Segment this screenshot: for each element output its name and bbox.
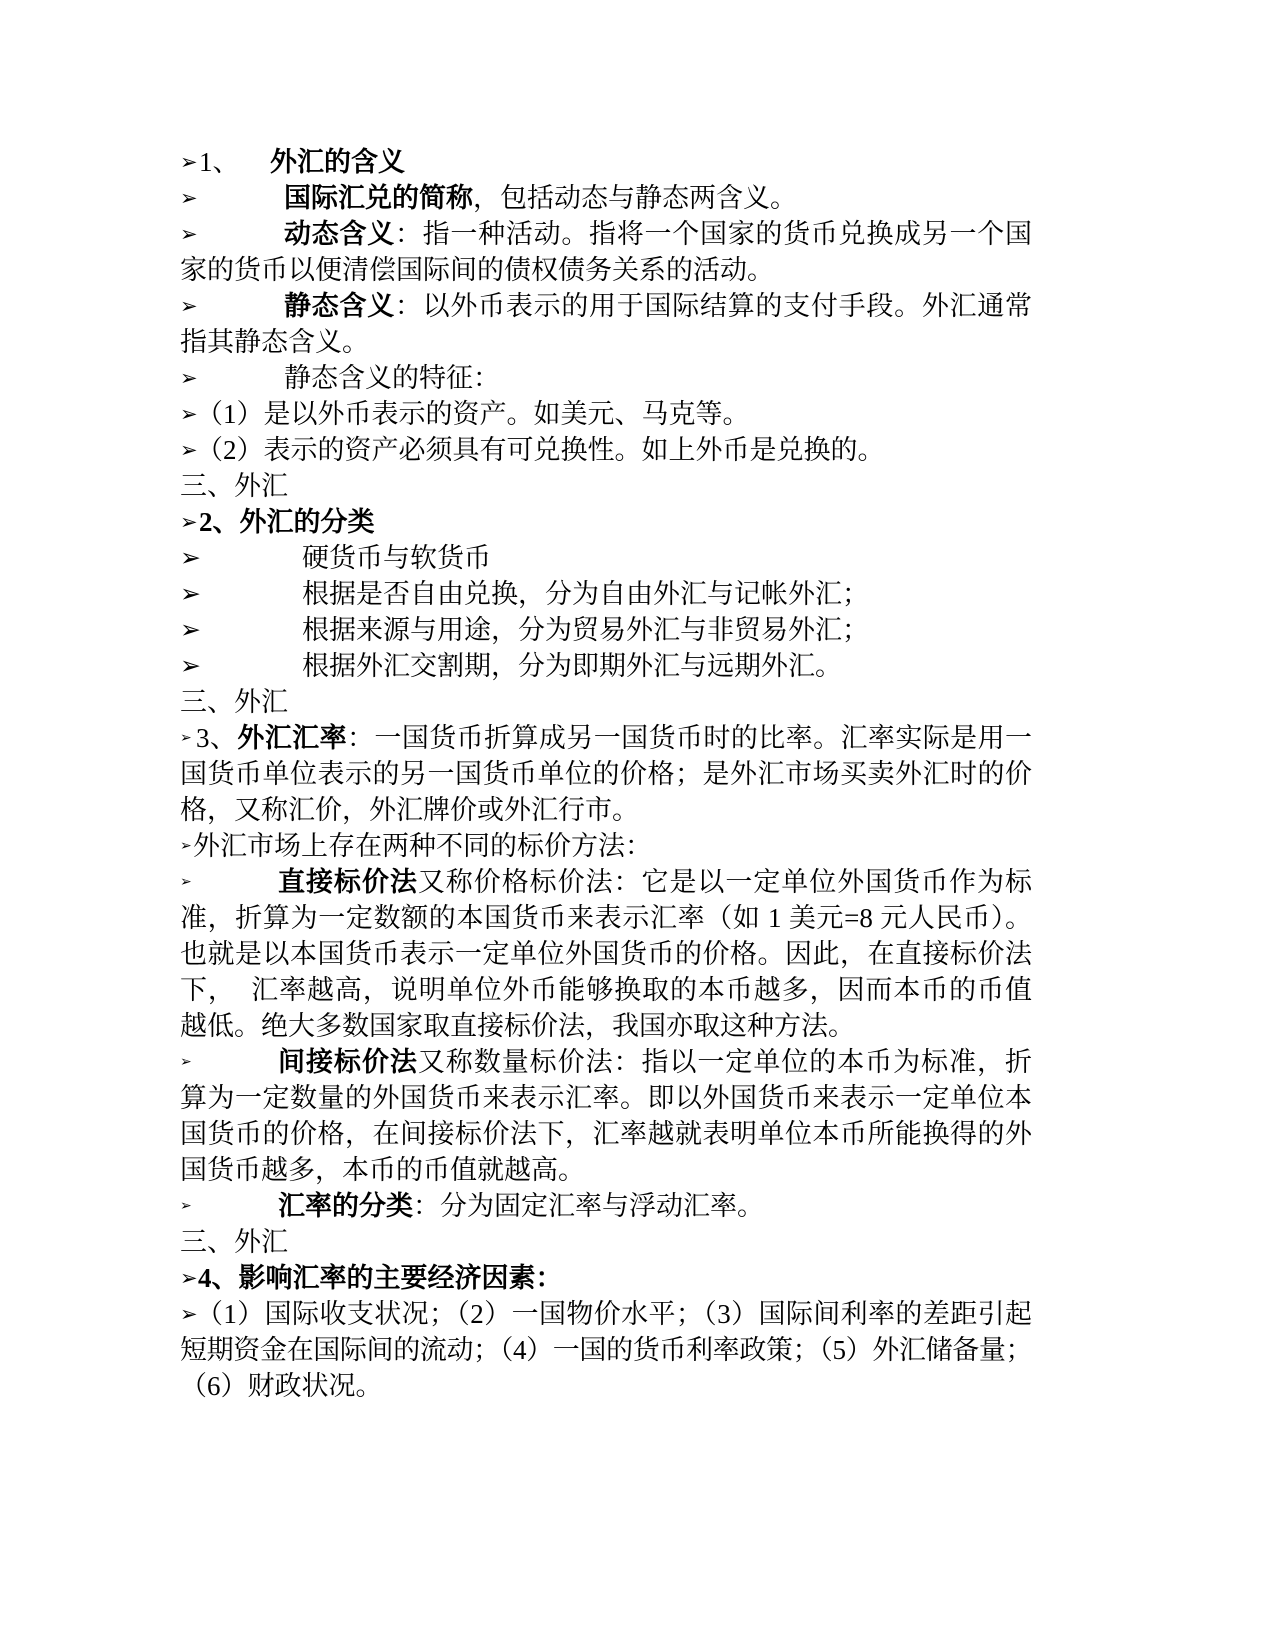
term: 动态含义 <box>284 219 395 249</box>
arrowhead-bullet-icon <box>180 1296 198 1332</box>
definition-text: 又称价格标价法：它是以一定单位外国货币作为标 <box>417 867 1033 897</box>
indirect-quotation-item <box>180 1044 1032 1080</box>
term: 间接标价法 <box>278 1047 418 1077</box>
feature-item <box>180 396 1032 432</box>
paragraph-continuation: 准，折算为一定数额的本国货币来表示汇率（如 1 美元=8 元人民币）。 <box>180 903 1032 933</box>
dynamic-meaning-item <box>180 216 1032 252</box>
arrowhead-bullet-icon <box>180 540 201 576</box>
arrowhead-bullet-icon <box>180 576 201 612</box>
section-4-heading <box>180 1260 1032 1296</box>
item-text: 根据是否自由兑换，分为自由外汇与记帐外汇； <box>302 579 869 609</box>
paragraph-continuation: 越低。绝大多数国家取直接标价法，我国亦取这种方法。 <box>180 1011 855 1041</box>
arrowhead-bullet-icon <box>180 180 198 216</box>
section-number: 1、 <box>199 147 240 177</box>
features-label-item <box>180 360 1032 396</box>
definition-text: ：分为固定汇率与浮动汇率。 <box>413 1191 764 1221</box>
section-title: 影响汇率的主要经济因素： <box>238 1263 563 1293</box>
chapter-label: 三、外汇 <box>180 687 288 717</box>
arrowhead-bullet-icon <box>180 288 198 324</box>
paragraph-continuation: 也就是以本国货币表示一定单位外国货币的价格。因此，在直接标价法 <box>180 939 1032 969</box>
paragraph-continuation: 算为一定数量的外国货币来表示汇率。即以外国货币来表示一定单位本 <box>180 1083 1032 1113</box>
feature-item <box>180 432 1032 468</box>
rate-classification-item <box>180 1188 1032 1224</box>
section-number: 2、 <box>199 507 240 537</box>
arrowhead-bullet-icon <box>180 864 192 900</box>
factors-item <box>180 1296 1032 1332</box>
paragraph-continuation: 家的货币以便清偿国际间的债权债务关系的活动。 <box>180 255 774 285</box>
arrowhead-bullet-icon <box>180 432 198 468</box>
arrowhead-bullet-icon <box>180 828 192 864</box>
definition-text: 又称数量标价法：指以一定单位的本币为标准，折 <box>417 1047 1033 1077</box>
feature-text: （1）是以外币表示的资产。如美元、马克等。 <box>196 399 750 429</box>
arrowhead-bullet-icon <box>180 360 198 396</box>
definition-text: ：以外币表示的用于国际结算的支付手段。外汇通常 <box>394 291 1033 321</box>
term: 静态含义 <box>284 291 395 321</box>
arrowhead-bullet-icon <box>180 648 201 684</box>
section-title: 外汇的分类 <box>239 507 375 537</box>
chapter-label: 三、外汇 <box>180 471 288 501</box>
definition-text: ：一国货币折算成另一国货币时的比率。汇率实际是用一 <box>347 723 1033 753</box>
section-number: 4、 <box>198 1263 239 1293</box>
abbreviation-item <box>180 180 1032 216</box>
feature-text: （2）表示的资产必须具有可兑换性。如上外币是兑换的。 <box>196 435 885 465</box>
paragraph-continuation: 格，又称汇价，外汇牌价或外汇行市。 <box>180 795 639 825</box>
section-3-heading <box>180 720 1032 756</box>
classification-item <box>180 576 1032 612</box>
term: 国际汇兑的简称 <box>284 183 473 213</box>
term: 汇率的分类 <box>278 1191 413 1221</box>
paragraph-continuation: 短期资金在国际间的流动；（4）一国的货币利率政策；（5）外汇储备量； <box>180 1335 1032 1365</box>
paragraph-continuation: 指其静态含义。 <box>180 327 369 357</box>
classification-item <box>180 612 1032 648</box>
definition-text: ，包括动态与静态两含义。 <box>473 183 797 213</box>
section-2-heading <box>180 504 1032 540</box>
arrowhead-bullet-icon <box>180 1260 198 1296</box>
item-text: 硬货币与软货币 <box>302 543 491 573</box>
item-text: 根据来源与用途，分为贸易外汇与非贸易外汇； <box>302 615 869 645</box>
section-title: 外汇的含义 <box>270 147 405 177</box>
chapter-label: 三、外汇 <box>180 1227 288 1257</box>
paragraph-continuation: （6）财政状况。 <box>180 1371 383 1401</box>
paragraph-continuation: 国货币的价格，在间接标价法下，汇率越就表明单位本币所能换得的外 <box>180 1119 1032 1149</box>
classification-item <box>180 540 1032 576</box>
classification-item <box>180 648 1032 684</box>
definition-text: ：指一种活动。指将一个国家的货币兑换成另一个国 <box>394 219 1033 249</box>
arrowhead-bullet-icon <box>180 612 201 648</box>
section-1-heading <box>180 144 1032 180</box>
section-number: 3、 <box>196 723 238 753</box>
quotation-intro: 外汇市场上存在两种不同的标价方法： <box>193 831 652 861</box>
section-title: 外汇汇率 <box>237 723 348 753</box>
arrowhead-bullet-icon <box>180 1044 192 1080</box>
paragraph-continuation: 国货币越多，本币的币值就越高。 <box>180 1155 585 1185</box>
paragraph-continuation: 国货币单位表示的另一国货币单位的价格；是外汇市场买卖外汇时的价 <box>180 759 1032 789</box>
arrowhead-bullet-icon <box>180 396 198 432</box>
direct-quotation-item <box>180 864 1032 900</box>
document-body <box>180 144 1032 1404</box>
term: 直接标价法 <box>278 867 418 897</box>
item-text: 根据外汇交割期，分为即期外汇与远期外汇。 <box>302 651 842 681</box>
paragraph-continuation: 下， 汇率越高，说明单位外币能够换取的本币越多，因而本币的币值 <box>180 975 1032 1005</box>
arrowhead-bullet-icon <box>180 216 198 252</box>
arrowhead-bullet-icon <box>180 144 198 180</box>
quotation-intro-item <box>180 828 1032 864</box>
arrowhead-bullet-icon <box>180 720 192 756</box>
arrowhead-bullet-icon <box>180 1188 192 1224</box>
static-meaning-item <box>180 288 1032 324</box>
factors-text: （1）国际收支状况；（2）一国物价水平；（3）国际间利率的差距引起 <box>196 1299 1032 1329</box>
arrowhead-bullet-icon <box>180 504 198 540</box>
features-label: 静态含义的特征： <box>284 363 500 393</box>
